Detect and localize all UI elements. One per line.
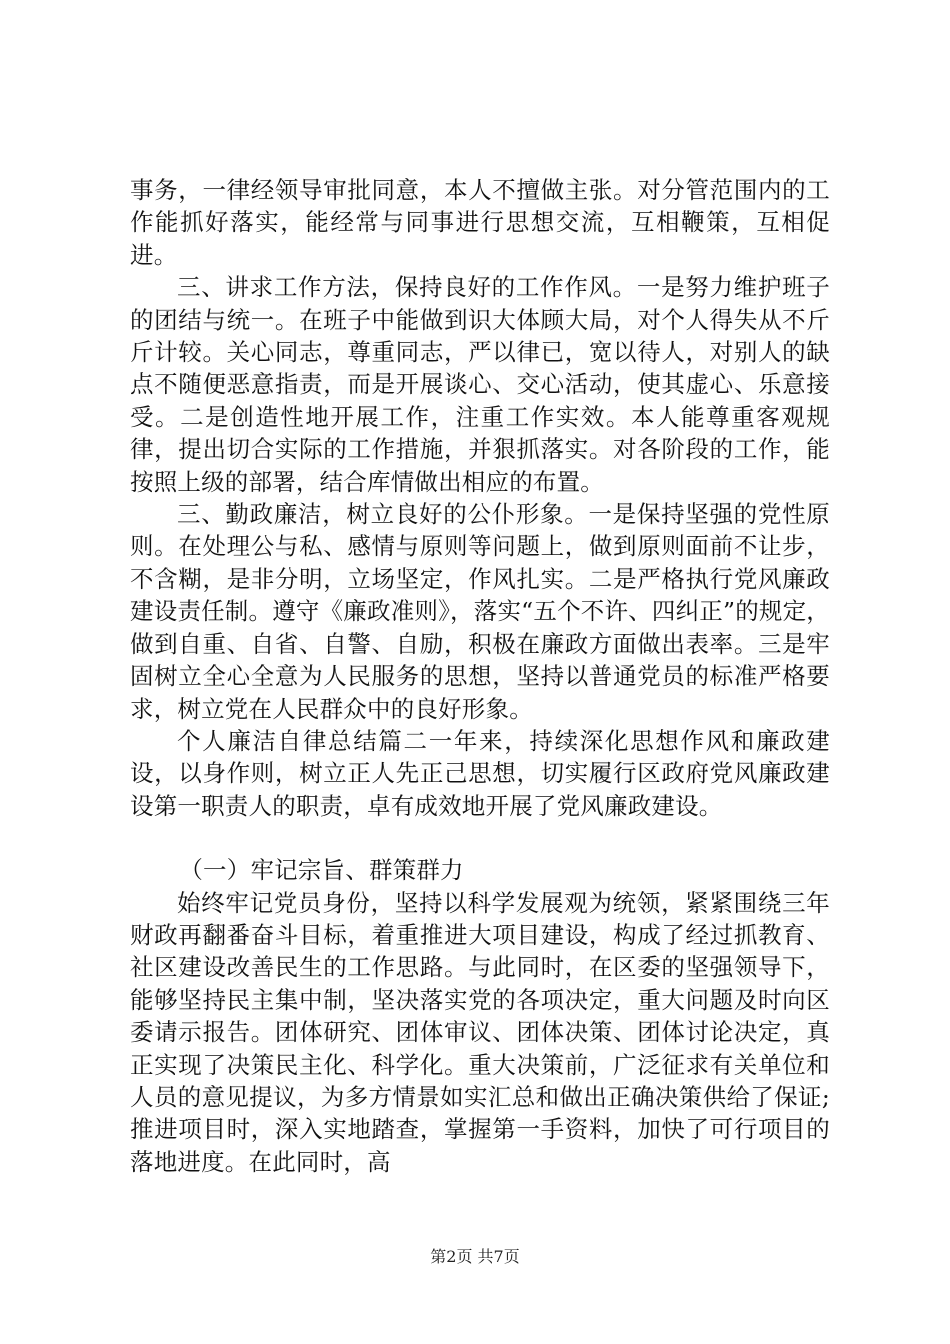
body-text (130, 174, 830, 1178)
paragraph-summary-two: 个人廉洁自律总结篇二一年来，持续深化思想作风和廉政建设，以身作则，树立正人先正己思想，切实履行区政府党风廉政建设第一职责人的职责，卓有成效地开展了党风廉政建设。 (130, 726, 830, 820)
paragraph-continuation: 事务，一律经领导审批同意，本人不擅做主张。对分管范围内的工作能抓好落实，能经常与同事进行思想交流，互相鞭策，互相促进。 (130, 176, 830, 269)
paragraph-work-method: 三、讲求工作方法，保持良好的工作作风。一是努力维护班子的团结与统一。在班子中能做到识大体顾大局，对个人得失从不斤斤计较。关心同志，尊重同志，严以律已，宽以待人，对别人的缺点不随便恶意指责，而是开展谈心、交心活动，使其虚心、乐意接受。二是创造性地开展工作，注重工作实效。本人能尊重客观规律，提出切合实际的工作措施，并狠抓落实。对各阶段的工作，能按照上级的部署，结合库情做出相应的布置。 (130, 273, 830, 496)
page-footer: 第2页 共7页 (430, 1247, 520, 1266)
paragraph-purpose: 始终牢记党员身份，坚持以科学发展观为统领，紧紧围绕三年财政再翻番奋斗目标，着重推进大项目建设，构成了经过抓教育、社区建设改善民生的工作思路。与此同时，在区委的坚强领导下，能够坚持民主集中制，坚决落实党的各项决定，重大问题及时向区委请示报告。团体研究、团体审议、团体决策、团体讨论决定，真正实现了决策民主化、科学化。重大决策前，广泛征求有关单位和人员的意见提议，为多方情景如实汇总和做出正确决策供给了保证;推进项目时，深入实地踏查，掌握第一手资料，加快了可行项目的落地进度。在此同时，高 (130, 888, 830, 1176)
section-heading: （一）牢记宗旨、群策群力 (179, 856, 464, 885)
paragraph-integrity: 三、勤政廉洁，树立良好的公仆形象。一是保持坚强的党性原则。在处理公与私、感情与原则等问题上，做到原则面前不让步，不含糊，是非分明，立场坚定，作风扎实。二是严格执行党风廉政建设责任制。遵守《廉政准则》，落实“五个不许、四纠正”的规定，做到自重、自省、自警、自励，积极在廉政方面做出表率。三是牢固树立全心全意为人民服务的思想，坚持以普通党员的标准严格要求，树立党在人民群众中的良好形象。 (130, 500, 830, 723)
